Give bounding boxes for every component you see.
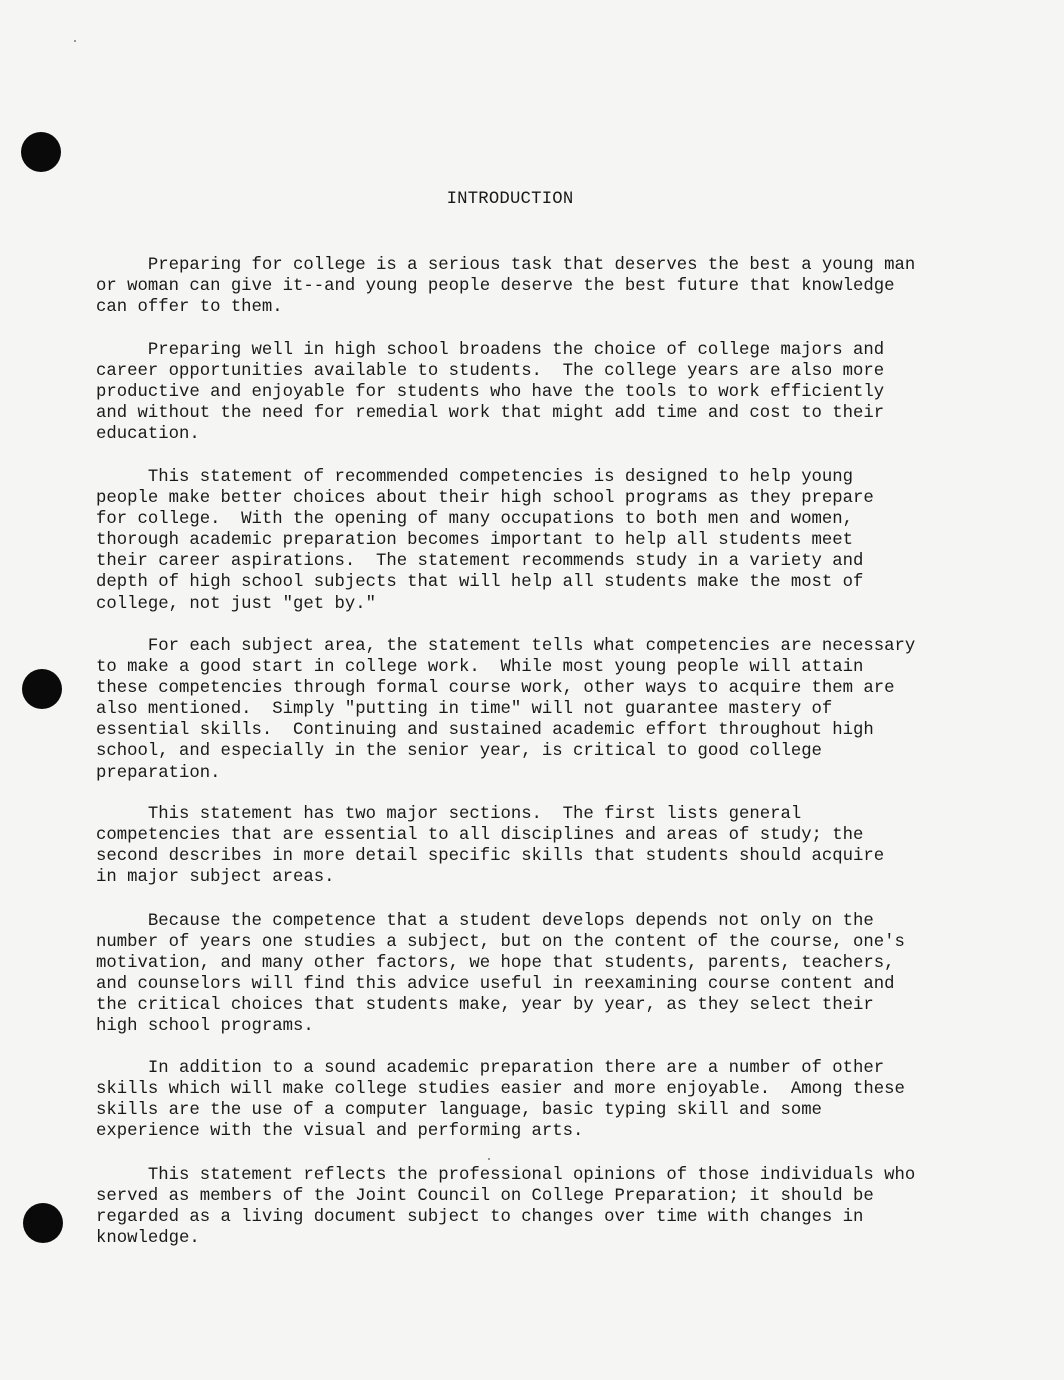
paragraph-additional-skills: In addition to a sound academic preparation there are a number of other skills which will make college studies easier and more enjoyable. Among these skills are the use of a computer language, basic typing skill and some experience with the visual and performing arts. [96,1059,905,1142]
paragraph-competence: Because the competence that a student develops depends not only on the number of years one studies a subject, but on the content of the course, one's motivation, and many other factors, we hope that students, parents, teachers, and counselors will find this advice useful in reexamining course content and the critical choices that students make, year by year, as they select their high school programs. [96,912,905,1037]
page-title: INTRODUCTION [446,190,574,209]
paragraph-professional-opinions: This statement reflects the professional opinions of those individuals who served as members of the Joint Council on College Preparation; it should be regarded as a living document subject to changes over time with changes in knowledge. [96,1166,916,1249]
paper-speck [74,40,76,42]
paragraph-two-sections: This statement has two major sections. The first lists general competencies that are essential to all disciplines and areas of study; the second describes in more detail specific skills that students should acquire in major subject areas. [96,805,885,888]
paragraph-preparing-for-college: Preparing for college is a serious task that deserves the best a young man or woman can give it--and young people deserve the best future that knowledge can offer to them. [96,256,916,318]
punch-hole-middle [22,669,62,709]
punch-hole-top [21,132,61,172]
paragraph-statement-purpose: This statement of recommended competencies is designed to help young people make better choices about their high school programs as they prepare for college. With the opening of many occupations to both men and women, thorough academic preparation becomes important to help all students meet their career aspirations. The statement recommends study in a variety and depth of high school subjects that will help all students make the most of college, not just "get by." [96,468,874,614]
paragraph-subject-areas: For each subject area, the statement tells what competencies are necessary to make a good start in college work. While most young people will attain these competencies through formal course work, other ways to acquire them are also mentioned. Simply "putting in time" will not guarantee mastery of essential skills. Continuing and sustained academic effort throughout high school, and especially in the senior year, is critical to good college preparation. [96,637,916,783]
punch-hole-bottom [23,1203,63,1243]
paper-speck [488,1158,490,1160]
paragraph-preparing-well: Preparing well in high school broadens the choice of college majors and career opportunities available to students. The college years are also more productive and enjoyable for students who have the tools to work efficiently and without the need for remedial work that might add time and cost to their education. [96,341,885,445]
